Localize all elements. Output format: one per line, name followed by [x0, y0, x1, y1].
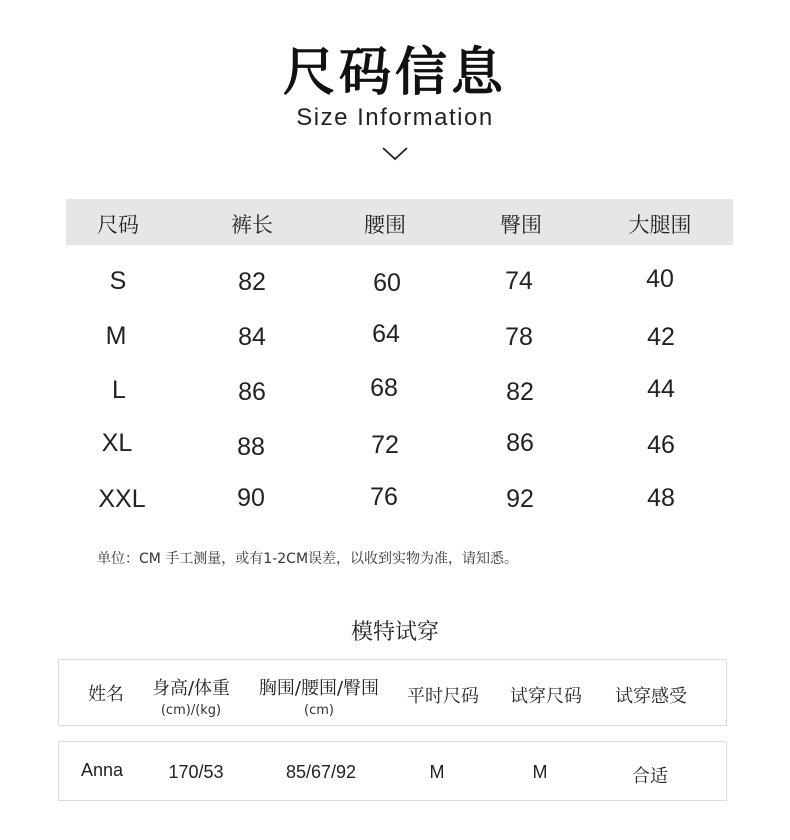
chevron-down-icon [381, 146, 409, 162]
model-table-row [58, 741, 727, 801]
page-title: 尺码信息 [282, 43, 507, 103]
size-cell: L [112, 376, 126, 404]
hip-cell: 82 [506, 378, 534, 406]
size-table [66, 245, 733, 535]
model-name: Anna [80, 760, 124, 780]
waist-cell: 64 [372, 320, 400, 348]
model-header-tried-size-label: 试穿尺码 [510, 686, 582, 707]
length-cell: 86 [238, 378, 266, 406]
size-table-header [66, 199, 733, 245]
waist-cell: 60 [373, 269, 401, 297]
model-header-measurements-label: 胸围/腰围/臀围 [258, 678, 380, 699]
waist-cell: 72 [371, 431, 399, 459]
model-header-height-weight [121, 674, 261, 718]
size-header-hip: 臀围 [500, 213, 542, 237]
model-usual-size: M [429, 762, 445, 782]
model-tried-size: M [532, 762, 548, 782]
model-header-measurements [249, 674, 389, 718]
waist-cell: 68 [370, 374, 398, 402]
model-header-height-weight-label: 身高/体重 [151, 678, 231, 699]
size-cell: S [109, 267, 127, 295]
model-section-title: 模特试穿 [350, 620, 439, 645]
size-cell: XL [101, 429, 133, 457]
hip-cell: 78 [505, 323, 533, 351]
table-row [66, 374, 733, 430]
length-cell: 84 [238, 323, 266, 351]
model-header-usual-size-label: 平时尺码 [407, 686, 479, 707]
size-cell: XXL [98, 485, 146, 513]
table-row [66, 429, 733, 485]
model-header-name-label: 姓名 [88, 684, 124, 705]
model-fit-feedback: 合适 [632, 766, 668, 786]
model-table-header [58, 659, 727, 726]
thigh-cell: 48 [647, 484, 675, 512]
model-header-measurements-unit: (cm) [304, 703, 334, 718]
page-subtitle: Size Information [296, 104, 494, 131]
size-header-thigh: 大腿围 [628, 213, 692, 237]
table-row [66, 320, 733, 376]
thigh-cell: 46 [647, 431, 675, 459]
size-header-length: 裤长 [231, 213, 273, 237]
model-measurements: 85/67/92 [285, 762, 357, 782]
size-cell: M [105, 322, 127, 350]
table-row [66, 265, 733, 321]
thigh-cell: 42 [647, 323, 675, 351]
thigh-cell: 40 [646, 265, 674, 293]
measurement-note: 单位：CM 手工测量，或有1-2CM误差，以收到实物为准，请知悉。 [97, 551, 519, 567]
table-row [66, 483, 733, 539]
length-cell: 90 [237, 484, 265, 512]
waist-cell: 76 [370, 483, 398, 511]
thigh-cell: 44 [647, 375, 675, 403]
hip-cell: 92 [506, 485, 534, 513]
hip-cell: 74 [505, 267, 533, 295]
hip-cell: 86 [506, 429, 534, 457]
model-header-fit-feedback [581, 682, 721, 708]
size-header-waist: 腰围 [364, 213, 406, 237]
size-header-size: 尺码 [97, 213, 139, 237]
model-header-height-weight-unit: (cm)/(kg) [160, 703, 222, 718]
length-cell: 82 [238, 268, 266, 296]
model-height-weight: 170/53 [168, 762, 224, 782]
length-cell: 88 [237, 433, 265, 461]
model-header-fit-feedback-label: 试穿感受 [615, 686, 687, 707]
